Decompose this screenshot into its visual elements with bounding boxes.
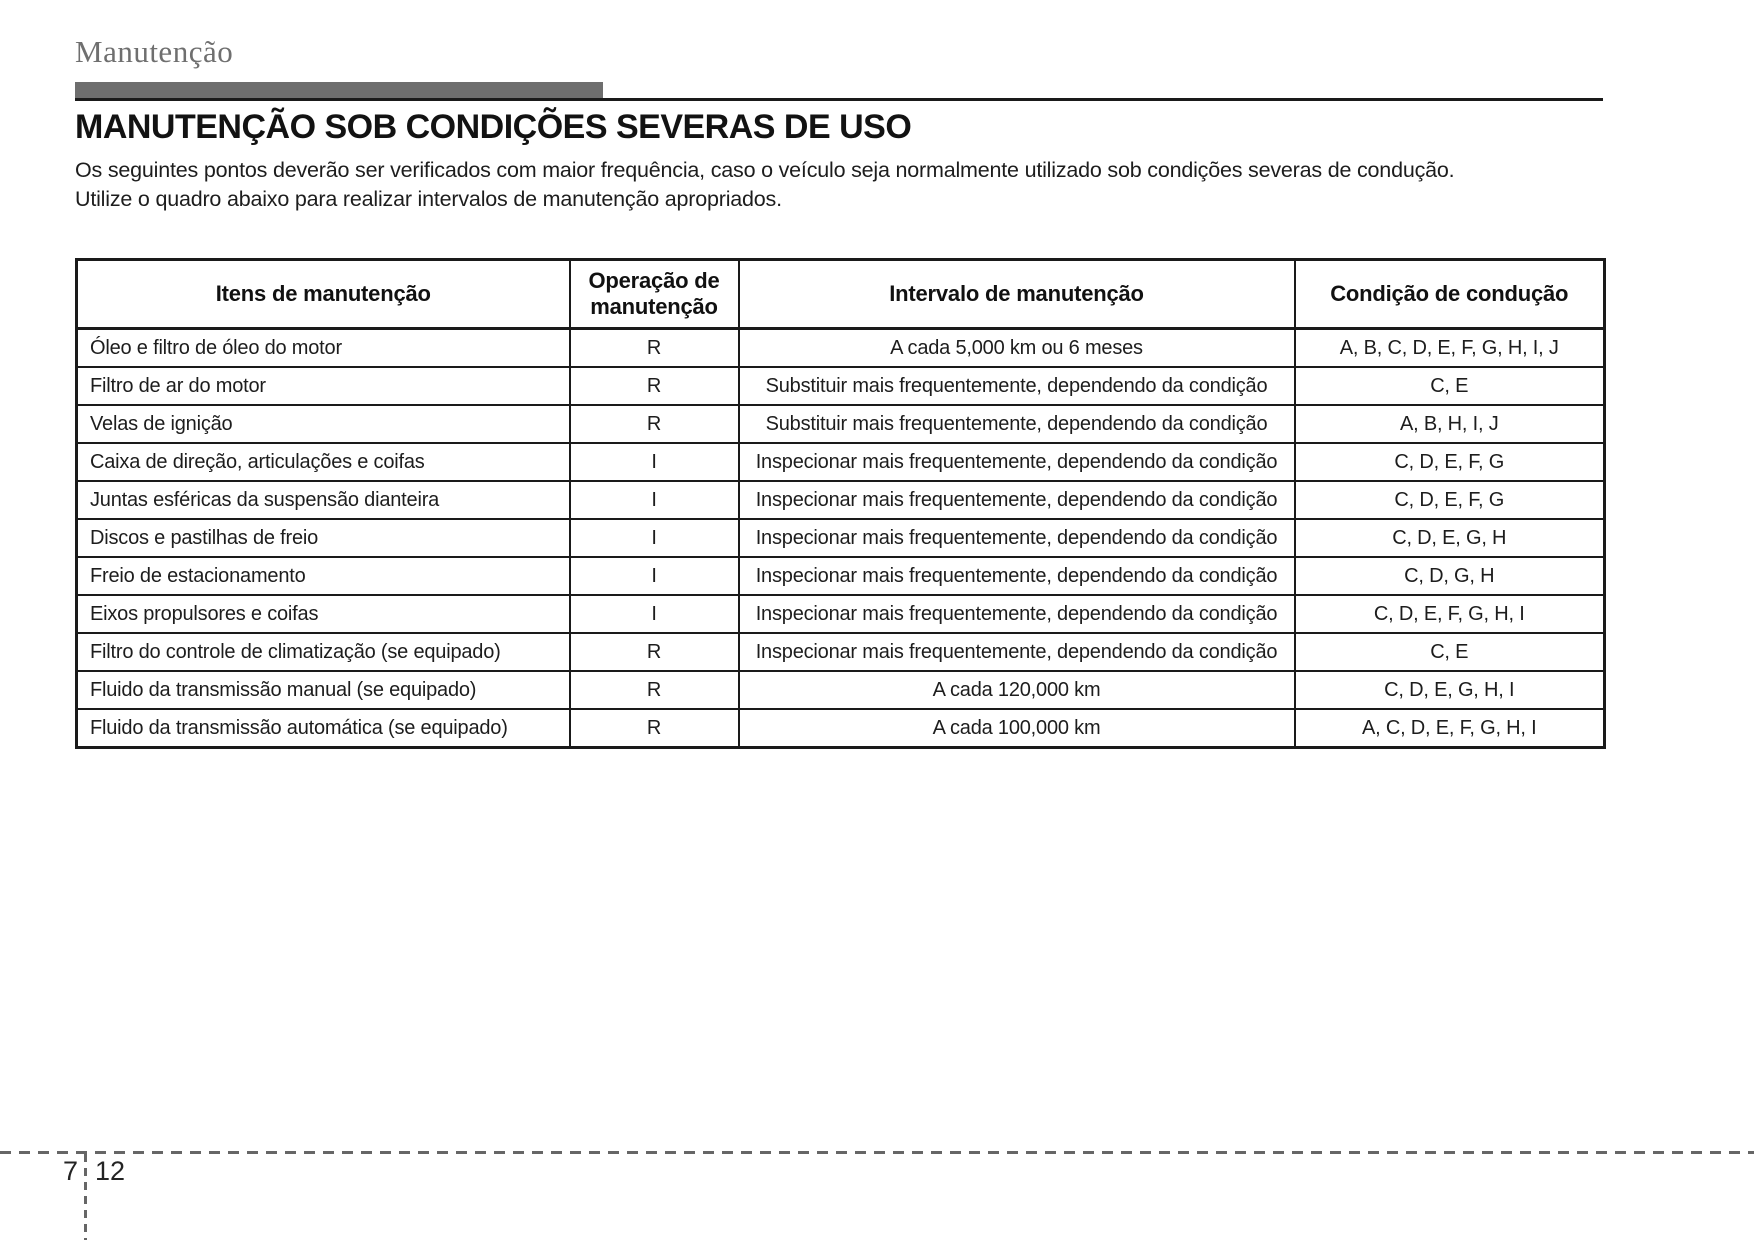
table-header-row: [77, 260, 1605, 329]
col-header-condition: Condição de condução: [1295, 260, 1605, 329]
condition-cell: C, D, E, F, G: [1295, 481, 1605, 519]
interval-cell: Inspecionar mais frequentemente, dependendo da condição: [739, 557, 1295, 595]
condition-cell: A, C, D, E, F, G, H, I: [1295, 709, 1605, 748]
operation-cell: R: [570, 405, 739, 443]
interval-cell: A cada 120,000 km: [739, 671, 1295, 709]
condition-cell: C, D, G, H: [1295, 557, 1605, 595]
interval-cell: Inspecionar mais frequentemente, dependendo da condição: [739, 633, 1295, 671]
item-cell: Óleo e filtro de óleo do motor: [77, 329, 570, 368]
table-row: [77, 405, 1605, 443]
condition-cell: C, D, E, F, G, H, I: [1295, 595, 1605, 633]
item-cell: Fluido da transmissão manual (se equipado): [77, 671, 570, 709]
condition-cell: C, D, E, F, G: [1295, 443, 1605, 481]
condition-cell: C, E: [1295, 367, 1605, 405]
interval-cell: Substituir mais frequentemente, dependendo da condição: [739, 367, 1295, 405]
operation-cell: R: [570, 709, 739, 748]
item-cell: Freio de estacionamento: [77, 557, 570, 595]
table-row: [77, 519, 1605, 557]
table-row: [77, 329, 1605, 368]
table-row: [77, 367, 1605, 405]
operation-cell: I: [570, 443, 739, 481]
interval-cell: A cada 5,000 km ou 6 meses: [739, 329, 1295, 368]
col-header-items: Itens de manutenção: [77, 260, 570, 329]
interval-cell: Inspecionar mais frequentemente, dependendo da condição: [739, 519, 1295, 557]
intro-paragraph: [75, 156, 1454, 214]
header-rule: [75, 98, 1603, 101]
maintenance-table: [75, 258, 1606, 749]
condition-cell: A, B, H, I, J: [1295, 405, 1605, 443]
item-cell: Fluido da transmissão automática (se equipado): [77, 709, 570, 748]
interval-cell: Inspecionar mais frequentemente, dependendo da condição: [739, 595, 1295, 633]
operation-cell: R: [570, 671, 739, 709]
table-row: [77, 481, 1605, 519]
interval-cell: A cada 100,000 km: [739, 709, 1295, 748]
page-number: 12: [95, 1156, 126, 1186]
item-cell: Discos e pastilhas de freio: [77, 519, 570, 557]
chapter-number: 7: [62, 1156, 78, 1186]
item-cell: Velas de ignição: [77, 405, 570, 443]
item-cell: Filtro de ar do motor: [77, 367, 570, 405]
item-cell: Caixa de direção, articulações e coifas: [77, 443, 570, 481]
intro-line-2: Utilize o quadro abaixo para realizar intervalos de manutenção apropriados.: [75, 187, 782, 211]
operation-cell: I: [570, 595, 739, 633]
operation-cell: R: [570, 367, 739, 405]
item-cell: Filtro do controle de climatização (se equipado): [77, 633, 570, 671]
section-gray-bar: [75, 82, 603, 98]
item-cell: Juntas esféricas da suspensão dianteira: [77, 481, 570, 519]
condition-cell: C, D, E, G, H: [1295, 519, 1605, 557]
interval-cell: Substituir mais frequentemente, dependendo da condição: [739, 405, 1295, 443]
operation-cell: R: [570, 633, 739, 671]
operation-cell: R: [570, 329, 739, 368]
section-label: Manutenção: [75, 34, 234, 69]
operation-cell: I: [570, 519, 739, 557]
operation-cell: I: [570, 557, 739, 595]
footer-dashed-rule: [0, 1151, 1754, 1154]
intro-line-1: Os seguintes pontos deverão ser verificados com maior frequência, caso o veículo seja normalmente utilizado sob condições severas de condução.: [75, 158, 1455, 182]
table-row: [77, 595, 1605, 633]
condition-cell: A, B, C, D, E, F, G, H, I, J: [1295, 329, 1605, 368]
col-header-operation: Operação de manutenção: [570, 260, 739, 329]
col-header-interval: Intervalo de manutenção: [739, 260, 1295, 329]
page-title: MANUTENÇÃO SOB CONDIÇÕES SEVERAS DE USO: [75, 108, 912, 146]
interval-cell: Inspecionar mais frequentemente, dependendo da condição: [739, 443, 1295, 481]
condition-cell: C, D, E, G, H, I: [1295, 671, 1605, 709]
table-row: [77, 443, 1605, 481]
item-cell: Eixos propulsores e coifas: [77, 595, 570, 633]
condition-cell: C, E: [1295, 633, 1605, 671]
table-row: [77, 633, 1605, 671]
table-row: [77, 709, 1605, 748]
table-row: [77, 557, 1605, 595]
table-row: [77, 671, 1605, 709]
operation-cell: I: [570, 481, 739, 519]
footer-dashed-divider: [84, 1154, 87, 1240]
interval-cell: Inspecionar mais frequentemente, dependendo da condição: [739, 481, 1295, 519]
